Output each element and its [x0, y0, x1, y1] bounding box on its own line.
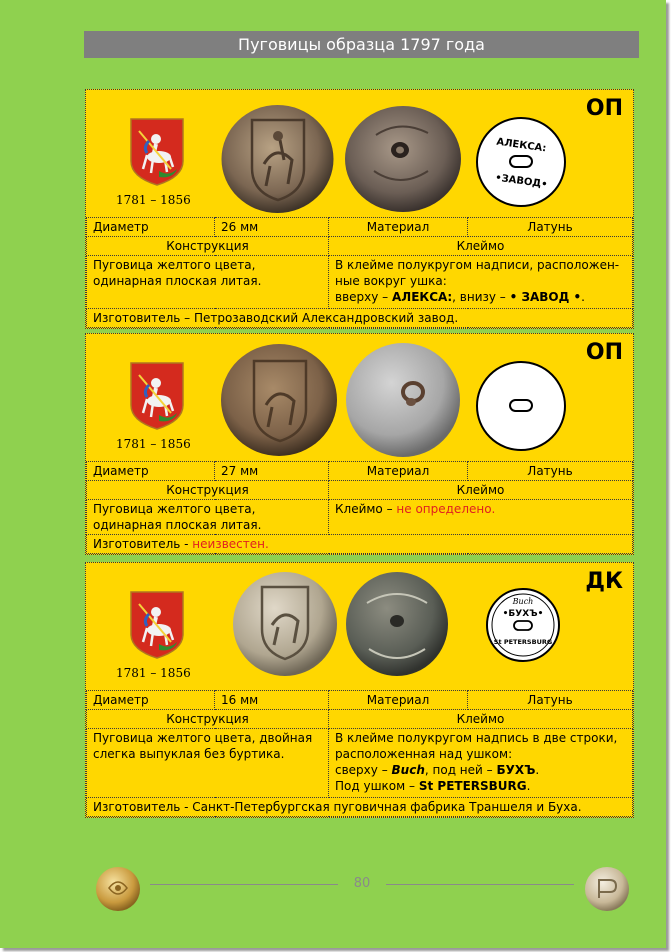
construction-label: Конструкция: [87, 237, 329, 256]
maker-row: Изготовитель - Санкт-Петербургская пуговичная фабрика Траншеля и Буха.: [87, 798, 633, 817]
mark-label: Клеймо: [329, 710, 633, 729]
button-back-photo: [345, 342, 461, 458]
maker-name: Санкт-Петербургская пуговичная фабрика Траншеля и Буха.: [192, 800, 582, 814]
button-back-photo: [345, 571, 449, 677]
years: 1781 – 1856: [116, 437, 191, 451]
button-back-photo: [344, 105, 462, 213]
diameter-value: 26 мм: [215, 218, 329, 237]
spec-table: [86, 690, 633, 817]
footer-divider-left: [150, 884, 338, 885]
footer-divider-right: [386, 884, 574, 885]
footer-button-left-icon: [95, 866, 141, 912]
moscow-coat-of-arms-icon: [129, 590, 185, 660]
button-card-1: [85, 89, 634, 329]
maker-mark-drawing: [475, 360, 567, 452]
class-code: ОП: [585, 340, 623, 365]
button-front-photo: [220, 104, 335, 214]
maker-row: Изготовитель – Петрозаводский Александровский завод.: [87, 309, 633, 328]
mark-text-buch: Buch: [512, 597, 534, 606]
mark-text: В клейме полукругом надпись в две строки, расположенная над ушком: сверху – Buch, под ней – БУХЪ. Под ушком – St PETERSBURG.: [329, 729, 633, 798]
card-images: [86, 90, 633, 217]
mark-text-bottom: •ЗАВОД•: [494, 172, 549, 191]
button-front-photo: [232, 571, 338, 677]
construction-label: Конструкция: [87, 481, 329, 500]
construction-text: Пуговица желтого цвета, двойная слегка выпуклая без буртика.: [87, 729, 329, 798]
class-code: ОП: [585, 96, 623, 121]
mark-text-top: АЛЕКСА:: [495, 136, 547, 155]
moscow-coat-of-arms-icon: [129, 117, 185, 187]
page-title: Пуговицы образца 1797 года: [84, 31, 639, 58]
maker-name: неизвестен.: [192, 537, 269, 551]
mark-text-top: •БУХЪ•: [502, 609, 544, 619]
button-front-photo: [220, 343, 338, 457]
footer-button-right-icon: [584, 866, 630, 912]
mark-value: не определено.: [396, 502, 496, 516]
button-card-3: [85, 562, 634, 818]
mark-label: Клеймо: [329, 481, 633, 500]
spec-table: [86, 461, 633, 554]
years: 1781 – 1856: [116, 193, 191, 207]
mark-text-bottom: St PETERSBURG: [493, 638, 553, 646]
material-value: Латунь: [468, 462, 633, 481]
material-label: Материал: [329, 218, 468, 237]
diameter-value: 27 мм: [215, 462, 329, 481]
material-label: Материал: [329, 462, 468, 481]
maker-mark-drawing: [475, 116, 567, 208]
page-number: 80: [353, 876, 371, 891]
mark-label: Клеймо: [329, 237, 633, 256]
construction-text: Пуговица желтого цвета, одинарная плоская литая.: [87, 500, 329, 535]
card-images: [86, 334, 633, 461]
button-card-2: [85, 333, 634, 555]
construction-label: Конструкция: [87, 710, 329, 729]
construction-text: Пуговица желтого цвета, одинарная плоская литая.: [87, 256, 329, 309]
maker-name: Петрозаводский Александровский завод.: [193, 311, 459, 325]
mark-text: В клейме полукругом надписи, расположен- ные вокруг ушка: вверху – АЛЕКСА:, внизу – • ЗАВОД •.: [329, 256, 633, 309]
material-label: Материал: [329, 691, 468, 710]
diameter-value: 16 мм: [215, 691, 329, 710]
years: 1781 – 1856: [116, 666, 191, 680]
maker-mark-drawing: [485, 587, 561, 663]
diameter-label: Диаметр: [87, 462, 215, 481]
diameter-label: Диаметр: [87, 691, 215, 710]
material-value: Латунь: [468, 691, 633, 710]
moscow-coat-of-arms-icon: [129, 361, 185, 431]
card-images: [86, 563, 633, 690]
mark-text: Клеймо – не определено.: [329, 500, 633, 535]
maker-row: Изготовитель - неизвестен.: [87, 535, 633, 554]
spec-table: [86, 217, 633, 328]
diameter-label: Диаметр: [87, 218, 215, 237]
class-code: ДК: [585, 569, 623, 594]
material-value: Латунь: [468, 218, 633, 237]
